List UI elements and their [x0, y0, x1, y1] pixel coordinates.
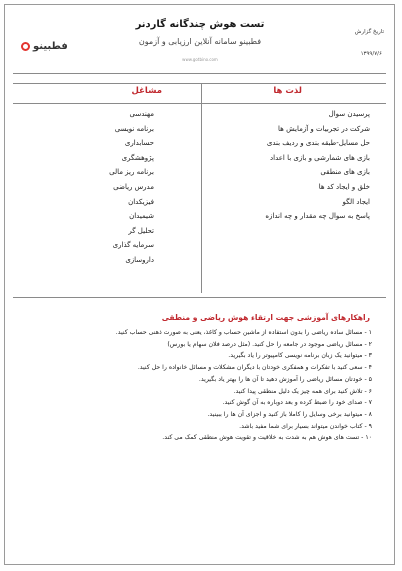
- site-url: www.gotbino.com: [182, 57, 218, 62]
- logo-ring-icon: [21, 42, 30, 51]
- tip-item: ۱۰ - تست های هوش هم به شدت به خلاقیت و تقویت هوش منطقی کمک می کند.: [162, 434, 372, 442]
- list-item: شیمیدان: [129, 212, 154, 221]
- table-head-divider: [13, 103, 386, 104]
- list-item: برنامه نویسی: [114, 124, 154, 133]
- tip-item: ۲ - مسائل ریاضی موجود در جامعه را حل کنید. (مثل درصد فلان سهام یا بورس): [167, 340, 372, 348]
- page-subtitle: فطبینو سامانه آنلاین ارزیابی و آزمون: [138, 37, 262, 46]
- jobs-heading: مشاغل: [131, 86, 162, 96]
- table-top-divider: [13, 83, 386, 84]
- tip-item: ۹ - کتاب خواندن میتواند بسیار برای شما مفید باشد.: [239, 422, 372, 430]
- list-item: مدرس ریاضی: [113, 182, 154, 191]
- list-item: برنامه ریز مالی: [109, 168, 154, 177]
- report-date-value: ۱۳۹۹/۷/۶: [360, 51, 382, 57]
- tip-item: ۱ - مسائل ساده ریاضی را بدون استفاده از ماشین حساب و کاغذ، یعنی به صورت ذهنی حساب کنید.: [115, 329, 372, 336]
- list-item: پرسیدن سوال: [328, 110, 370, 118]
- report-date-label: تاریخ گزارش: [354, 29, 384, 35]
- jobs-list: [109, 107, 154, 268]
- tips-list: [116, 327, 372, 444]
- tip-item: ۴ - سعی کنید با تفکرات و همفکری خودتان با دیگران مشکلات و مسائل خانواده را حل کنید.: [137, 364, 372, 372]
- tip-item: ۳ - میتوانید یک زبان برنامه نویسی کامپیوتر را یاد بگیرید.: [228, 352, 372, 360]
- report-header: [5, 5, 394, 71]
- tip-item: ۷ - صدای خود را ضبط کرده و بعد دوباره به آن گوش کنید.: [222, 399, 372, 407]
- interests-heading: لذت ها: [273, 86, 302, 96]
- list-item: تحلیل گر: [128, 226, 154, 235]
- section-divider: [13, 297, 386, 298]
- tip-item: ۸ - میتوانید برخی وسایل را کاملا باز کنید و اجزای آن ها را ببینید.: [207, 410, 372, 418]
- list-item: بازی های منطقی: [320, 168, 370, 177]
- page-title: تست هوش چندگانه گاردنر: [135, 19, 265, 30]
- list-item: سرمایه گذاری: [112, 241, 154, 250]
- interests-list: [265, 107, 370, 224]
- list-item: داروسازی: [125, 255, 154, 264]
- tip-item: ۵ - خودتان مسائل ریاضی را آموزش دهید تا آن ها را بهتر یاد بگیرید.: [198, 375, 372, 383]
- list-item: حسابداری: [124, 139, 154, 148]
- list-item: شرکت در تجربیات و آزمایش ها: [278, 124, 370, 133]
- list-item: بازی های شمارشی و بازی با اعداد: [270, 153, 370, 162]
- tip-item: ۶ - تلاش کنید برای همه چیز یک دلیل منطقی پیدا کنید.: [233, 387, 372, 395]
- list-item: خلق و ایجاد کد ها: [318, 182, 370, 191]
- report-page: [4, 4, 395, 565]
- list-item: پژوهشگری: [121, 153, 154, 162]
- tips-heading: راهکارهای آموزشی جهت ارتقاء هوش ریاضی و منطقی: [161, 313, 370, 322]
- list-item: فیزیکدان: [128, 197, 154, 206]
- brand-logo: [21, 41, 68, 52]
- column-divider: [201, 83, 202, 293]
- list-item: پاسخ به سوال چه مقدار و چه اندازه: [265, 212, 370, 221]
- header-divider: [13, 73, 386, 74]
- list-item: حل مسایل-طبقه بندی و ردیف بندی: [266, 139, 370, 148]
- logo-text: فطبینو: [33, 41, 68, 52]
- list-item: مهندسی: [129, 110, 154, 118]
- list-item: ایجاد الگو: [342, 197, 370, 206]
